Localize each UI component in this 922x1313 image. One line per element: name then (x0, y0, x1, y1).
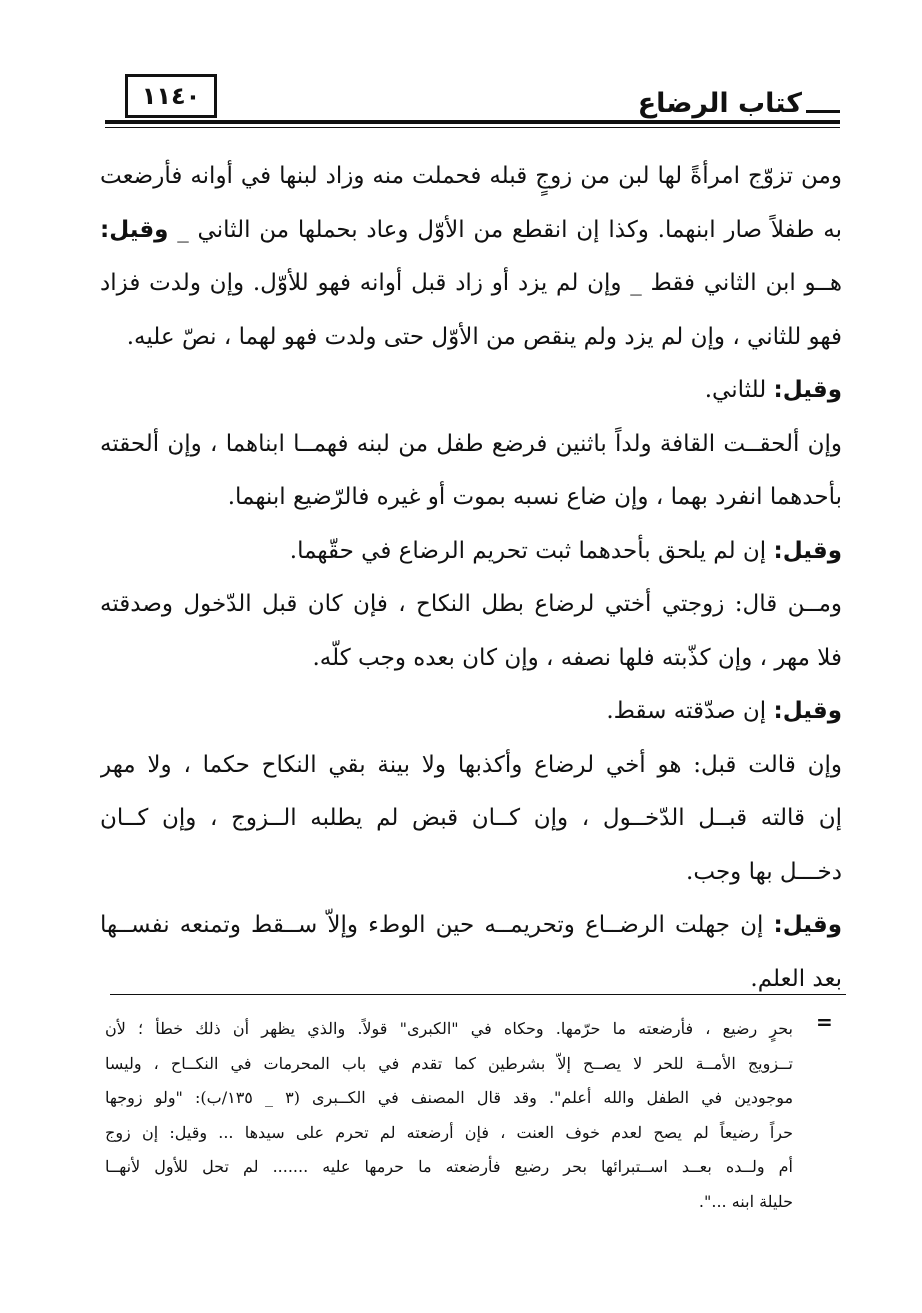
footnote-line: حليلة ابنه ...". (698, 1191, 793, 1211)
text-line: ومــن قال: زوجتي أختي لرضاع بطل النكاح ، فإن كان قبل الدّخول وصدقته (100, 591, 842, 617)
header-dash (806, 110, 840, 113)
text-line: وإن قالت قبل: هو أخي لرضاع وأكذبها ولا بينة بقي النكاح حكما ، ولا مهر (100, 751, 842, 778)
keyword-qila: وقيل: (773, 377, 842, 403)
text-line: وإن ألحقــت القافة ولداً باثنين فرضع طفل من لبنه فهمــا ابناهما ، وإن ألحقته (100, 430, 842, 457)
text-line: بعد العلم. (750, 965, 842, 992)
footnote-continuation-marker: = (816, 1010, 833, 1034)
text-line: وقيل: للثاني. (704, 377, 842, 403)
footnote-separator (110, 994, 846, 995)
text-line: هــو ابن الثاني فقط _ وإن لم يزد أو زاد قبل أوانه فهو للأوّل. وإن ولدت فزاد (100, 270, 842, 296)
keyword-qila: وقيل: (773, 698, 842, 724)
text-line: ومن تزوّج امرأةً لها لبن من زوجٍ قبله فحملت منه وزاد لبنها في أوانه فأرضعت (100, 163, 842, 189)
chapter-title: كتاب الرضاع (637, 88, 802, 119)
main-text (100, 150, 842, 1006)
text-line: فلا مهر ، وإن كذّبته فلها نصفه ، وإن كان بعده وجب كلّه. (312, 644, 842, 671)
header-rule (105, 120, 840, 124)
footnote-line: حراً رضيعاً لم يصح لعدم خوف العنت ، فإن أرضعته لم تحرم على سيدها ... وقيل: إن زوج (105, 1122, 793, 1142)
keyword-qila: وقيل: (100, 216, 169, 243)
footnote-line: بحرٍ رضيع ، فأرضعته ما حرّمها. وحكاه في "الكبرى" قولاً. والذي يظهر أن ذلك خطأ ؛ لأن (105, 1019, 793, 1038)
keyword-qila: وقيل: (773, 912, 842, 938)
text-line: به طفلاً صار ابنهما. وكذا إن انقطع من الأوّل وعاد بحملها من الثاني _ وقيل: (100, 216, 842, 243)
text-line: وقيل: إن صدّقته سقط. (606, 698, 842, 724)
footnote-line: أم ولــده بعــد اســتبرائها بحر رضيع فأرضعته ما حرمها عليه ....... لم تحل للأول لأنهــا (105, 1157, 793, 1177)
text-line: وقيل: إن لم يلحق بأحدهما ثبت تحريم الرضاع في حقّهما. (289, 537, 842, 564)
footnote-line: موجودين في الطفل والله أعلم". وقد قال المصنف في الكــبرى (٣ _ ١٣٥/ب): "ولو زوجها (105, 1088, 793, 1108)
keyword-qila: وقيل: (773, 537, 842, 564)
text-line: وقيل: إن جهلت الرضــاع وتحريمــه حين الوطء وإلاّ ســقط وتمنعه نفســها (100, 912, 842, 938)
footnote-line: تــزويج الأمــة للحر لا يصــح إلاّ بشرطين كما تقدم في باب المحرمات في النكــاح ، وليسا (105, 1053, 793, 1073)
header-rule-thin (105, 127, 840, 128)
text-line: إن قالته قبــل الدّخــول ، وإن كــان قبض لم يطلبه الــزوج ، وإن كــان (100, 805, 842, 831)
text-line: بأحدهما انفرد بهما ، وإن ضاع نسبه بموت أو غيره فالرّضيع ابنهما. (227, 484, 842, 510)
text-line: فهو للثاني ، وإن لم يزد ولم ينقص من الأوّل حتى ولدت فهو لهما ، نصّ عليه. (126, 323, 842, 350)
footnote-text (105, 1012, 793, 1220)
page-number: ١١٤٠ (125, 74, 217, 118)
text-line: دخـــل بها وجب. (686, 858, 842, 885)
